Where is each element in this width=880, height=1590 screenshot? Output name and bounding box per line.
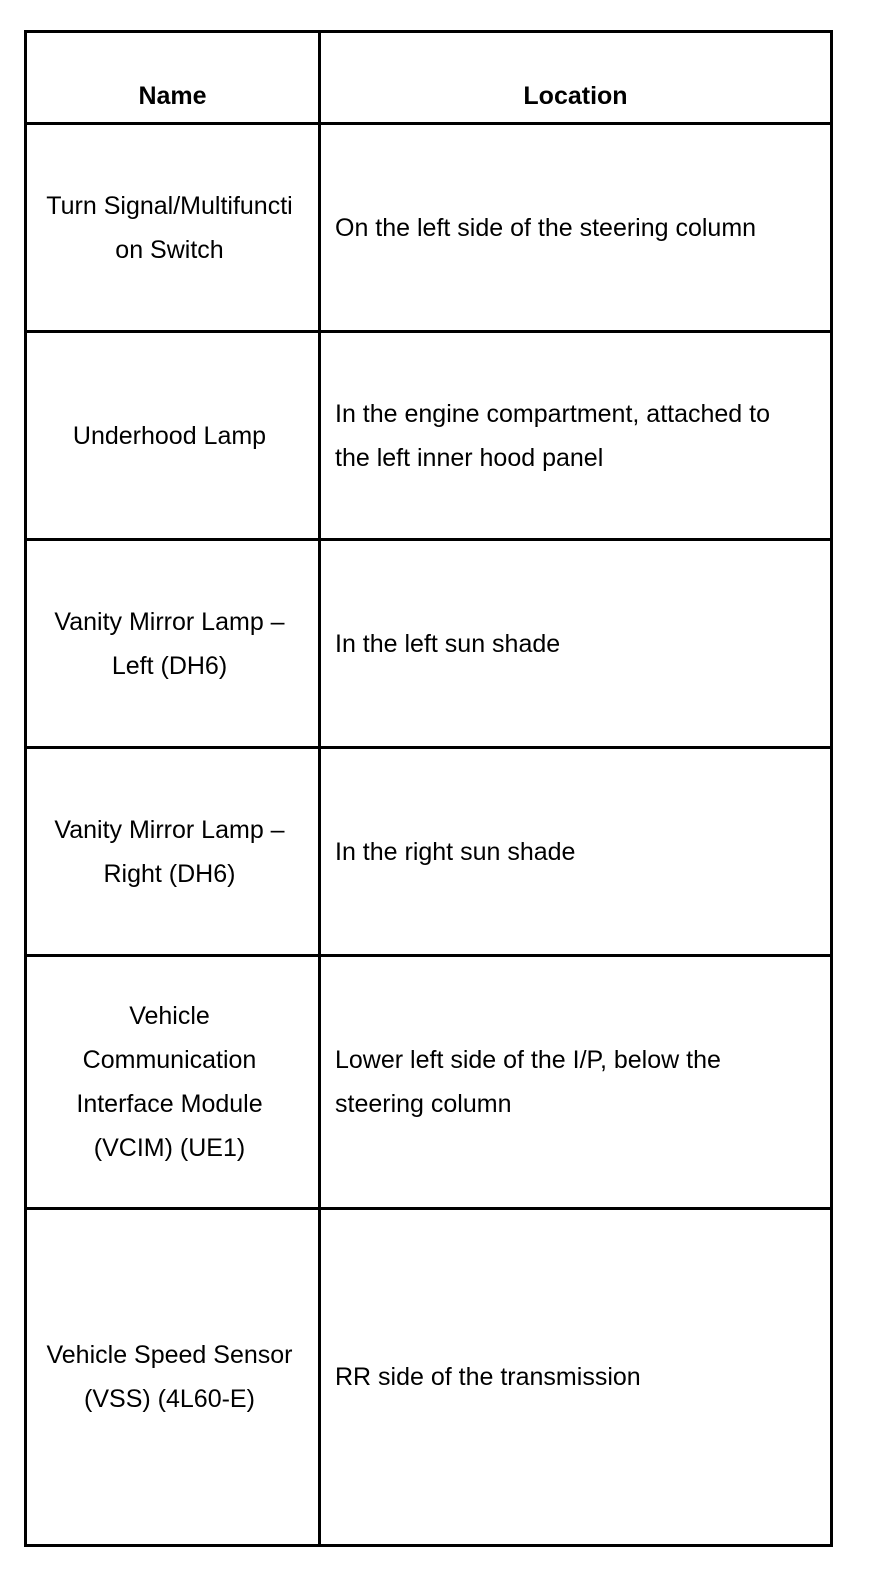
location-column-header: Location	[320, 32, 832, 124]
component-location: In the left sun shade	[320, 540, 832, 748]
name-column-header: Name	[26, 32, 320, 124]
component-location: RR side of the transmission	[320, 1209, 832, 1546]
component-location: On the left side of the steering column	[320, 124, 832, 332]
table-row	[26, 124, 832, 332]
component-name: Vehicle Speed Sensor (VSS) (4L60-E)	[26, 1209, 320, 1546]
table-row	[26, 540, 832, 748]
table-row	[26, 332, 832, 540]
component-name: Underhood Lamp	[26, 332, 320, 540]
component-location: Lower left side of the I/P, below the steering column	[320, 956, 832, 1209]
table-row	[26, 956, 832, 1209]
component-location-table	[24, 30, 833, 1547]
component-location: In the right sun shade	[320, 748, 832, 956]
component-name: Vehicle Communication Interface Module (VCIM) (UE1)	[26, 956, 320, 1209]
header-row	[26, 32, 832, 124]
component-name: Vanity Mirror Lamp – Left (DH6)	[26, 540, 320, 748]
table-row	[26, 748, 832, 956]
component-location: In the engine compartment, attached to the left inner hood panel	[320, 332, 832, 540]
component-name: Turn Signal/Multifuncti on Switch	[26, 124, 320, 332]
table-row	[26, 1209, 832, 1546]
component-name: Vanity Mirror Lamp – Right (DH6)	[26, 748, 320, 956]
